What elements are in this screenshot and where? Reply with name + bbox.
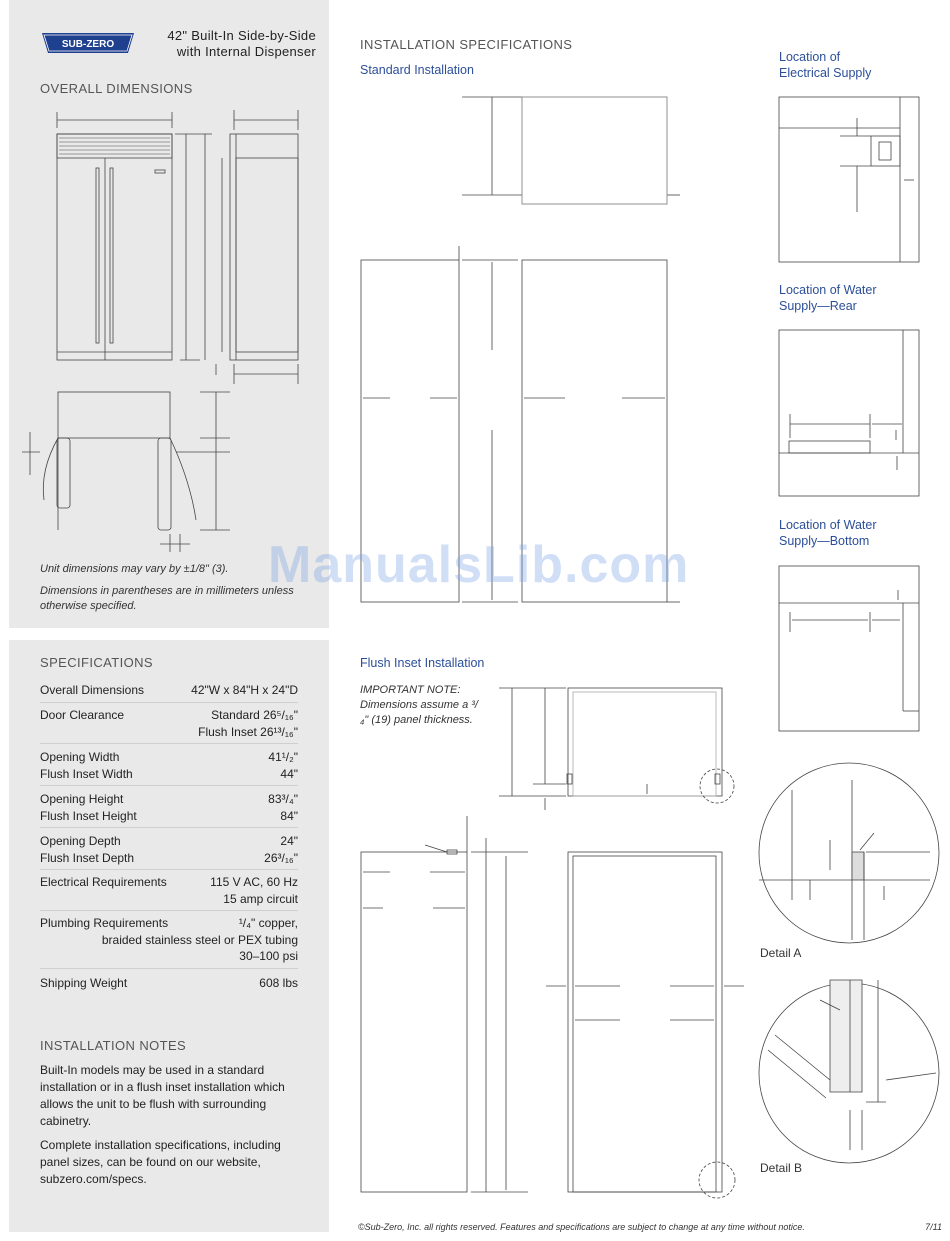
detail-b-label: Detail B — [760, 1161, 803, 1175]
flush-inset-heading: Flush Inset Installation — [360, 656, 485, 670]
spec-label: Shipping Weight — [40, 976, 128, 990]
spec-label: Electrical Requirements — [40, 875, 167, 889]
watermark: ManualsLib.com — [268, 536, 690, 594]
spec-label: Opening Height Flush Inset Height — [40, 792, 137, 823]
spec-value: 115 V AC, 60 Hz 15 amp circuit — [210, 875, 298, 906]
spec-value: 608 lbs — [259, 976, 298, 990]
brand-text: SUB-ZERO — [61, 39, 115, 50]
spec-row-electrical — [40, 874, 298, 911]
important-note: IMPORTANT NOTE: Dimensions assume a ³/₄" (19) panel thickness. — [360, 684, 478, 726]
sub-zero-logo — [40, 30, 136, 56]
spec-label: Overall Dimensions — [40, 683, 145, 697]
detail-a-label: Detail A — [760, 946, 802, 960]
spec-row-opening-width — [40, 749, 298, 786]
water-rear-heading: Location of Water Supply—Rear — [779, 283, 877, 313]
spec-row-door-clearance — [40, 707, 298, 744]
spec-value: Standard 26⁵/₁₆" Flush Inset 26¹³/₁₆" — [198, 708, 298, 739]
spec-value: 24" 26³/₁₆" — [264, 834, 298, 865]
installation-specs-heading: INSTALLATION SPECIFICATIONS — [360, 37, 573, 52]
spec-value: 42"W x 84"H x 24"D — [191, 683, 298, 697]
installation-notes-heading: INSTALLATION NOTES — [40, 1038, 187, 1053]
spec-label: Opening Depth Flush Inset Depth — [40, 834, 135, 865]
spec-row-opening-height — [40, 791, 298, 828]
spec-label: Opening Width Flush Inset Width — [40, 750, 133, 781]
installation-notes-para1: Built-In models may be used in a standard installation or in a flush inset installation which allows the unit to be flush with surrounding cabinetry. — [40, 1063, 285, 1128]
water-bottom-heading: Location of Water Supply—Bottom — [779, 518, 877, 548]
standard-installation-heading: Standard Installation — [360, 63, 474, 77]
spec-value: 83³/₄" 84" — [268, 792, 298, 823]
spec-row-opening-depth — [40, 833, 298, 870]
spec-row-overall — [40, 682, 298, 703]
spec-label: Plumbing Requirements — [40, 916, 169, 930]
copyright: ©Sub-Zero, Inc. all rights reserved. Features and specifications are subject to change at any time without notice. — [358, 1222, 805, 1232]
spec-row-plumbing — [40, 915, 298, 969]
spec-label: Door Clearance — [40, 708, 125, 722]
electrical-supply-heading: Location of Electrical Supply — [779, 50, 872, 80]
spec-row-shipping — [40, 975, 298, 995]
specifications-heading: SPECIFICATIONS — [40, 655, 153, 670]
overall-dimensions-heading: OVERALL DIMENSIONS — [40, 81, 193, 96]
millimeters-note: Dimensions in parentheses are in millimeters unless otherwise specified. — [40, 585, 294, 612]
unit-dimensions-note: Unit dimensions may vary by ±1/8" (3). — [40, 563, 229, 575]
page-title: 42" Built-In Side-by-Side with Internal Dispenser — [167, 28, 316, 59]
spec-value: 41¹/₂" 44" — [268, 750, 298, 781]
footer — [358, 1222, 942, 1232]
spec-value: ¹/₄" copper, braided stainless steel or PEX tubing 30–100 psi — [101, 916, 298, 963]
installation-notes-para2: Complete installation specifications, including panel sizes, can be found on our website, subzero.com/specs. — [40, 1138, 281, 1186]
page-number: 7/11 — [925, 1222, 942, 1232]
